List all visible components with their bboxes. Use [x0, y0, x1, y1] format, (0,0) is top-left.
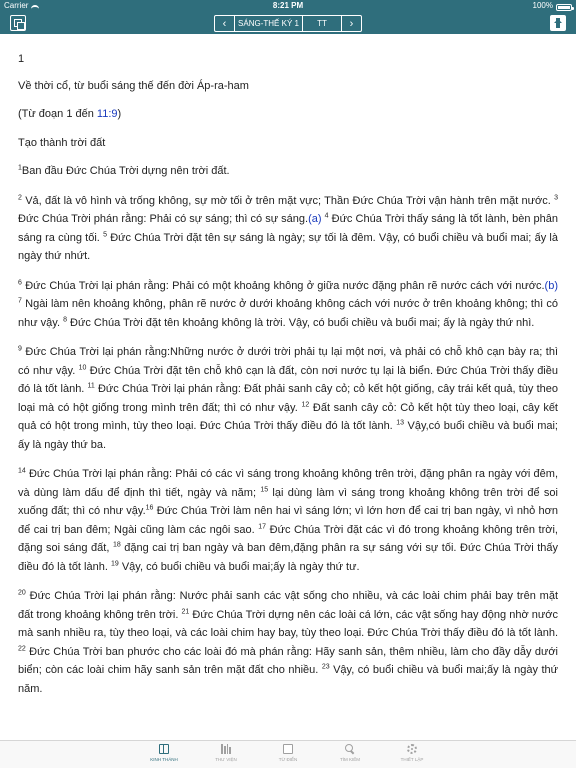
- verse-text: Đức Chúa Trời đặt tên chỗ khô cạn là đất, còn nơi nước tụ lại là biển. Đức Chúa Trời thấy điều đó là tốt lành.: [18, 364, 558, 395]
- verse-number: 23: [321, 663, 330, 671]
- tab-label: TỪ ĐIỂN: [278, 757, 298, 762]
- status-time: 8:21 PM: [272, 1, 304, 10]
- verse-number: 22: [18, 644, 26, 652]
- chapter-number: 1: [18, 53, 25, 65]
- verse-number: 1: [18, 164, 22, 172]
- verse-number: 7: [18, 297, 22, 305]
- verse-text: Vả, đất là vô hình và trống không, sự mờ tối ở trên mặt vực; Thần Đức Chúa Trời vận hành trên mặt nước.: [21, 194, 555, 207]
- verse-text: Đức Chúa Trời phán rằng: Phải có sự sáng; thì có sự sáng.: [18, 213, 309, 225]
- bible-text-view[interactable]: [0, 34, 576, 740]
- ref-prefix: (Từ đoạn 1 đến: [18, 108, 97, 120]
- verse-text: Đức Chúa Trời lại phán rằng: Nước phải sanh các vật sống cho nhiều, và các loài chim phải bay trên mặt đất trong khoảng không trên trời.: [18, 590, 558, 621]
- version-button[interactable]: TT: [317, 19, 327, 28]
- tab-label: THƯ VIỆN: [215, 757, 237, 762]
- prev-chapter-button[interactable]: ‹: [215, 16, 235, 31]
- verse-number: 6: [18, 278, 22, 286]
- tab-label: KINH THÁNH: [150, 757, 178, 762]
- verse-text: đặng cai trị ban ngày và ban đêm,đặng phân ra sự sáng với sự tối. Đức Chúa Trời thấy điều đó là tốt lành.: [18, 542, 558, 573]
- verse-number: 13: [396, 419, 405, 427]
- split-view-icon[interactable]: [10, 15, 26, 31]
- tab-label: THIẾT LẬP: [400, 757, 424, 762]
- verse-text: Vậy, có buổi chiều và buổi mai;ấy là ngày thứ tư.: [118, 560, 360, 573]
- verse-number: 20: [18, 589, 26, 597]
- verse-number: 11: [87, 382, 95, 390]
- verse-number: 15: [260, 485, 269, 493]
- footnote-link[interactable]: (b): [544, 279, 558, 292]
- verse-number: 9: [18, 345, 22, 353]
- paragraph: [18, 465, 558, 576]
- cross-reference-line: [18, 105, 558, 124]
- tab-library[interactable]: [195, 741, 257, 768]
- gear-icon: [407, 744, 417, 754]
- verse-number: 17: [258, 522, 267, 530]
- next-chapter-button[interactable]: ›: [341, 16, 361, 31]
- footnote-link[interactable]: (a): [308, 213, 322, 225]
- verse-number: 4: [324, 212, 329, 220]
- verse-text: Vậy, có buổi chiều và buổi mai;ấy là ngày thứ năm.: [18, 664, 558, 695]
- paragraph: [18, 162, 558, 181]
- verse-text: Đức Chúa Trời làm nên hai vì sáng lớn; vì lớn hơn để cai trị ban ngày, vì nhỏ hơn để cai trị ban đêm; Ngài cũng làm các ngôi sao.: [18, 505, 558, 536]
- paragraph: [18, 192, 558, 266]
- verse-text: Đất sanh cây cỏ: Cỏ kết hột tùy theo loại, cây kết quả có hột trong mình, tùy theo loại. Đức Chúa Trời thấy điều đó là tốt lành.: [18, 401, 558, 432]
- tab-settings[interactable]: [381, 741, 443, 768]
- verse-number: 10: [78, 363, 87, 371]
- verse-text: Đức Chúa Trời ban phước cho các loài đó mà phán rằng: Hãy sanh sản, thêm nhiều, làm cho đầy dẫy dưới biển; còn các loài chim hãy sanh sản trên mặt đất cho nhiều.: [18, 645, 558, 676]
- tab-dictionary[interactable]: [257, 741, 319, 768]
- verse-text: Đức Chúa Trời lại phán rằng:Những nước ở dưới trời phải tụ lại một nơi, và phải có chỗ khô cạn bày ra; thì có như vậy.: [18, 346, 558, 377]
- search-icon: [345, 744, 355, 754]
- tab-label: TÌM KIẾM: [340, 757, 360, 762]
- chapter-selector: [214, 15, 362, 32]
- verse-number: 2: [18, 193, 22, 201]
- verse-text: Đức Chúa Trời đặt tên sự sáng là ngày; sự tối là đêm. Vậy, có buổi chiều và buổi mai; ấy là ngày thứ nhứt.: [18, 231, 558, 262]
- verse-number: 21: [181, 607, 190, 615]
- subsection-heading: Tạo thành trời đất: [18, 136, 106, 149]
- verse-number: 16: [145, 504, 154, 512]
- battery-icon: [556, 4, 572, 11]
- section-heading: Về thời cổ, từ buổi sáng thế đến đời Áp-ra-ham: [18, 79, 249, 92]
- verse-text: Ban đầu Đức Chúa Trời dựng nên trời đất.: [21, 165, 230, 177]
- verse-text: Đức Chúa Trời lại phán rằng: Phải có các vì sáng trong khoảng không trên trời, đặng phân ra ngày với đêm, và dùng làm dấu để định thì tiết, ngày và năm;: [18, 468, 558, 499]
- battery-percent: 100%: [532, 1, 553, 10]
- paragraph: [18, 277, 558, 333]
- status-right: [533, 0, 572, 12]
- verse-number: 3: [554, 193, 558, 201]
- verse-number: 8: [63, 315, 67, 323]
- verse-text: Đức Chúa Trời lại phán rằng: Đất phải sanh cây cỏ; cỏ kết hột giống, cây trái kết quả, tùy theo loại mà có hột giống trong mình trên đất; thì có như vậy.: [18, 383, 558, 414]
- paragraph: [18, 587, 558, 698]
- cross-reference-link[interactable]: 11:9: [96, 108, 118, 120]
- tab-search[interactable]: [319, 741, 381, 768]
- dictionary-icon: [283, 744, 293, 754]
- verse-number: 5: [103, 230, 107, 238]
- verse-number: 14: [18, 467, 26, 475]
- verse-text: Ngài làm nên khoảng không, phân rẽ nước ở dưới khoảng không cách với nước ở trên khoảng không; thì có như vậy.: [18, 298, 558, 329]
- verse-text: Đức Chúa Trời lại phán rằng: Phải có một khoảng không ở giữa nước đặng phân rẽ nước cách với nước.: [21, 279, 545, 292]
- ref-suffix: ): [117, 108, 122, 120]
- verse-number: 19: [110, 559, 119, 567]
- tab-bible[interactable]: [133, 741, 195, 768]
- bookmark-icon[interactable]: [550, 15, 566, 31]
- verse-text: lại dùng làm vì sáng trong khoảng không trên trời để soi xuống đất; thì có như vậy.: [18, 486, 558, 517]
- verse-text: Vậy,có buổi chiều và buổi mai; ấy là ngày thứ ba.: [18, 420, 558, 451]
- verse-text: Đức Chúa Trời dựng nên các loài cá lớn, các vật sống hay động nhờ nước mà sanh nhiều ra, tùy theo loại, và các loài chim hay bay, tùy theo loại. Đức Chúa Trời thấy điều đó là tốt lành.: [18, 608, 558, 639]
- paragraph: [18, 343, 558, 454]
- nav-bar: [0, 12, 576, 34]
- carrier-label: Carrier: [4, 1, 29, 10]
- verse-text: Đức Chúa Trời thấy sáng là tốt lành, bèn phân sáng ra cùng tối.: [18, 213, 559, 244]
- verse-number: 18: [112, 541, 121, 549]
- verse-text: Đức Chúa Trời đặt các vì đó trong khoảng không trên trời, đặng soi sáng đất,: [18, 523, 558, 554]
- bible-icon: [159, 744, 169, 754]
- library-icon: [221, 744, 231, 754]
- tab-bar: [0, 740, 576, 768]
- book-chapter-button[interactable]: SÁNG-THẾ KÝ 1: [235, 16, 303, 31]
- status-bar: [0, 0, 576, 12]
- verse-number: 12: [301, 400, 310, 408]
- verse-text: Đức Chúa Trời đặt tên khoảng không là trời. Vậy, có buổi chiều và buổi mai; ấy là ngày thứ nhì.: [66, 316, 535, 329]
